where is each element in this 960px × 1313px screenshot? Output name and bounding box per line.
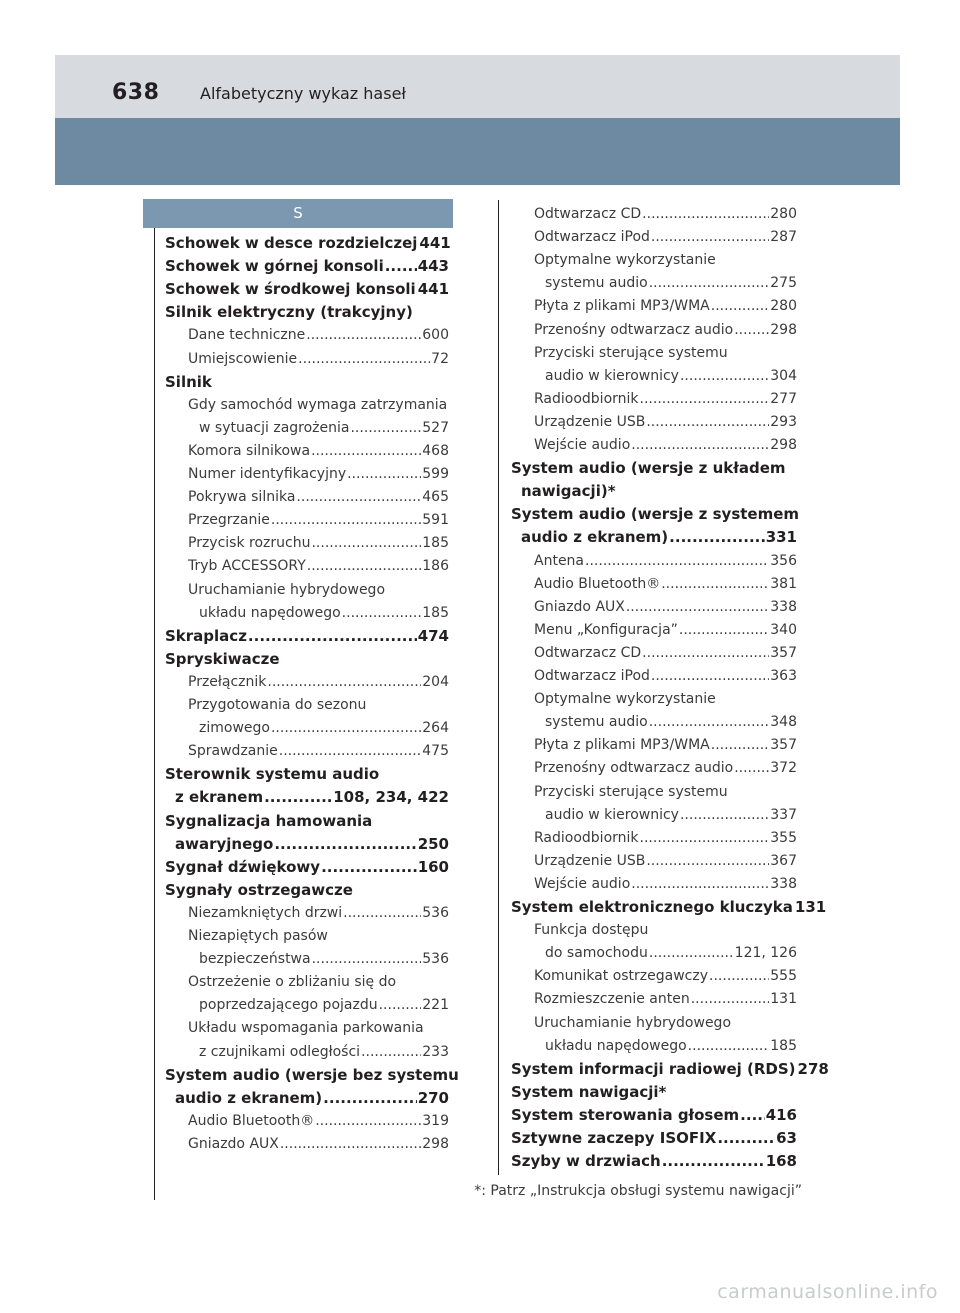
index-entry xyxy=(165,1087,449,1110)
index-entry-label: Układu wspomagania parkowania xyxy=(188,1020,424,1037)
index-entry-page: 185 xyxy=(422,535,449,552)
index-entry xyxy=(165,625,449,648)
index-entry-page: 337 xyxy=(770,806,797,823)
index-entry-label: Skraplacz xyxy=(165,626,247,645)
index-entry xyxy=(511,919,797,942)
index-entry xyxy=(511,365,797,388)
index-entry xyxy=(165,532,449,555)
dot-leader xyxy=(711,295,770,318)
index-entry xyxy=(511,272,797,295)
dot-leader xyxy=(311,440,421,463)
index-entry-page: 338 xyxy=(770,598,797,615)
index-entry-label: System audio (wersje z systemem xyxy=(511,505,800,524)
index-entry-label: Płyta z plikami MP3/WMA xyxy=(534,737,710,754)
index-entry xyxy=(511,526,797,549)
dot-leader xyxy=(734,319,769,342)
index-entry-page: 357 xyxy=(770,644,797,661)
index-entry-page: 600 xyxy=(422,327,449,344)
index-entry-label: Spryskiwacze xyxy=(165,649,280,668)
index-entry xyxy=(511,480,797,503)
index-entry-page: 131 xyxy=(794,898,827,916)
index-entry-page: 221 xyxy=(422,997,449,1014)
index-entry xyxy=(165,301,449,324)
dot-leader xyxy=(267,671,421,694)
index-entry xyxy=(165,810,449,833)
index-entry-page: 591 xyxy=(422,512,449,529)
index-entry-label: Komunikat ostrzegawczy xyxy=(534,968,709,985)
dot-leader xyxy=(361,1041,421,1064)
index-entry-label: Odtwarzacz iPod xyxy=(534,229,650,246)
index-entry-label: Rozmieszczenie anten xyxy=(534,991,690,1008)
index-entry-label: układu napędowego xyxy=(545,1037,687,1054)
index-entry xyxy=(511,295,797,318)
index-entry-label: Sprawdzanie xyxy=(188,743,278,760)
index-entry-page: 319 xyxy=(422,1112,449,1129)
dot-leader xyxy=(298,348,430,371)
index-entry-page: 348 xyxy=(770,714,797,731)
index-entry-label: Przycisk rozruchu xyxy=(188,535,311,552)
index-entry-label: Komora silnikowa xyxy=(188,442,311,459)
index-entry-label: Ostrzeżenie o zbliżaniu się do xyxy=(188,974,397,991)
index-entry xyxy=(165,856,449,879)
index-entry xyxy=(511,596,797,619)
index-entry-label: Niezapiętych pasów xyxy=(188,928,328,944)
index-entry-page: 298 xyxy=(770,437,797,453)
index-entry xyxy=(165,463,449,486)
index-entry-label: Schowek w środkowej konsoli xyxy=(165,280,416,299)
index-entry xyxy=(165,879,449,902)
index-entry xyxy=(511,1104,797,1127)
section-letter-bar: S xyxy=(143,199,453,228)
index-entry-label: Funkcja dostępu xyxy=(534,922,649,939)
index-entry xyxy=(165,902,449,925)
index-entry-page: 340 xyxy=(770,621,797,638)
dot-leader xyxy=(274,833,416,856)
dot-leader xyxy=(709,965,769,988)
index-entry-label: audio w kierownicy xyxy=(545,806,679,823)
index-entry-label: systemu audio xyxy=(545,275,648,292)
index-entry-label: Wejście audio xyxy=(534,875,631,892)
index-entry-page: 131 xyxy=(770,991,797,1008)
index-entry-page: 441 xyxy=(419,234,451,252)
dot-leader xyxy=(649,272,770,295)
index-entry-label: Przenośny odtwarzacz audio xyxy=(534,760,734,777)
index-entry-label: System audio (wersje bez systemu xyxy=(165,1065,459,1084)
index-entry-label: System elektronicznego kluczyka xyxy=(511,898,793,916)
index-entry xyxy=(165,486,449,509)
dot-leader xyxy=(347,463,421,486)
index-entry xyxy=(511,388,797,411)
index-entry xyxy=(165,440,449,463)
index-entry xyxy=(511,550,797,573)
index-entry-page: 108, 234, 422 xyxy=(333,788,449,807)
index-entry xyxy=(511,757,797,780)
index-entry-label: Radioodbiornik xyxy=(534,390,639,407)
index-entry xyxy=(511,711,797,734)
index-entry xyxy=(511,249,797,272)
index-entry xyxy=(165,1041,449,1064)
dot-leader xyxy=(307,555,421,578)
index-entry xyxy=(165,1064,459,1087)
dot-leader xyxy=(585,550,769,573)
dot-leader xyxy=(646,850,769,873)
index-entry-label: Pokrywa silnika xyxy=(188,489,296,506)
page-number: 638 xyxy=(112,80,160,105)
index-entry xyxy=(165,925,449,948)
index-entry xyxy=(165,1017,449,1040)
index-entry xyxy=(511,873,797,896)
dot-leader xyxy=(342,602,422,625)
dot-leader xyxy=(279,740,422,763)
dot-leader xyxy=(626,596,769,619)
index-entry-label: Sztywne zaczepy ISOFIX xyxy=(511,1129,717,1147)
index-entry-label: Sygnał dźwiękowy xyxy=(165,857,321,876)
index-entry xyxy=(511,1058,829,1081)
index-entry-label: Urządzenie USB xyxy=(534,852,646,869)
index-entry xyxy=(165,348,449,371)
index-entry-label: Audio Bluetooth® xyxy=(534,575,661,592)
index-entry xyxy=(165,255,449,278)
index-entry-page: 536 xyxy=(422,904,449,921)
index-entry-label: Radioodbiornik xyxy=(534,829,639,846)
index-entry xyxy=(511,734,797,757)
index-entry-page: 536 xyxy=(422,951,449,968)
dot-leader xyxy=(711,734,770,757)
index-entry-page: 357 xyxy=(770,737,797,754)
index-entry xyxy=(165,1110,449,1133)
index-entry xyxy=(511,1035,797,1058)
index-entry-label: Przygotowania do sezonu xyxy=(188,697,367,713)
index-entry-page: 527 xyxy=(422,419,449,436)
index-entry-label: z czujnikami odległości xyxy=(199,1043,361,1060)
header-band xyxy=(55,55,900,118)
index-entry-page: 474 xyxy=(417,626,449,645)
index-entry-page: 63 xyxy=(776,1129,797,1147)
index-entry xyxy=(165,994,449,1017)
index-entry xyxy=(165,694,449,717)
index-entry-label: zimowego xyxy=(199,720,270,737)
index-entry-page: 264 xyxy=(422,720,449,737)
index-entry xyxy=(511,503,800,526)
dot-leader xyxy=(306,324,421,347)
index-entry xyxy=(165,948,449,971)
index-entry-page: 475 xyxy=(422,743,449,760)
index-entry-page: 250 xyxy=(417,834,449,853)
index-entry-page: 278 xyxy=(797,1059,829,1078)
index-entry-label: audio w kierownicy xyxy=(545,367,679,384)
index-entry-page: 72 xyxy=(431,350,449,367)
index-entry-label: Audio Bluetooth® xyxy=(188,1112,315,1129)
index-entry xyxy=(511,688,797,711)
index-entry xyxy=(165,648,449,671)
dot-leader xyxy=(642,203,769,226)
index-entry xyxy=(165,740,449,763)
index-entry-page: 204 xyxy=(422,673,449,690)
index-entry-page: 416 xyxy=(765,1105,797,1124)
dot-leader xyxy=(280,1133,421,1156)
index-entry xyxy=(165,232,449,255)
index-entry-label: Silnik xyxy=(165,372,212,391)
index-entry-label: Przenośny odtwarzacz audio xyxy=(534,321,734,338)
dot-leader xyxy=(379,994,422,1017)
index-entry-label: Numer identyfikacyjny xyxy=(188,466,347,482)
dot-leader xyxy=(248,625,417,648)
index-entry-page: 367 xyxy=(770,852,797,869)
index-entry xyxy=(511,434,797,457)
index-entry-page: 280 xyxy=(770,298,797,315)
dot-leader xyxy=(642,642,769,665)
index-entry-label: Schowek w desce rozdzielczej xyxy=(165,234,418,252)
index-entry-page: 468 xyxy=(422,442,449,459)
index-entry-page: 298 xyxy=(770,321,797,338)
dot-leader xyxy=(680,365,769,388)
index-entry-label: Optymalne wykorzystanie xyxy=(534,691,716,708)
dot-leader xyxy=(688,1035,770,1058)
index-entry xyxy=(511,965,797,988)
index-entry-label: Urządzenie USB xyxy=(534,413,646,430)
index-entry-label: audio z ekranem) xyxy=(521,528,669,547)
index-entry xyxy=(165,833,449,856)
index-entry-label: audio z ekranem) xyxy=(175,1088,323,1107)
index-entry-label: Gniazdo AUX xyxy=(188,1135,279,1152)
dot-leader xyxy=(717,1127,775,1150)
index-entry-page: 275 xyxy=(770,275,797,292)
footnote: *: Patrz „Instrukcja obsługi systemu nawigacji” xyxy=(474,1183,802,1199)
index-entry-page: 441 xyxy=(417,280,450,299)
index-entry-label: System audio (wersje z układem xyxy=(511,459,786,478)
dot-leader xyxy=(296,486,421,509)
index-entry xyxy=(165,971,449,994)
index-entry xyxy=(165,509,449,532)
dot-leader xyxy=(662,1150,765,1173)
index-entry-label: Gdy samochód wymaga zatrzymania xyxy=(188,396,448,413)
index-entry-label: w sytuacji zagrożenia xyxy=(199,419,350,436)
index-entry-label: Optymalne wykorzystanie xyxy=(534,252,716,269)
index-entry-page: 280 xyxy=(770,206,797,222)
index-entry-label: Odtwarzacz CD xyxy=(534,206,642,222)
dot-leader xyxy=(385,255,417,278)
index-entry-page: 121, 126 xyxy=(734,945,797,962)
dot-leader xyxy=(323,1087,417,1110)
dot-leader xyxy=(640,388,770,411)
dot-leader xyxy=(679,619,769,642)
index-entry-label: Tryb ACCESSORY xyxy=(188,558,306,575)
dot-leader xyxy=(315,1110,421,1133)
index-entry-label: nawigacji)* xyxy=(521,482,616,501)
index-entry-label: Przegrzanie xyxy=(188,512,270,529)
index-entry xyxy=(511,203,797,226)
index-entry xyxy=(165,555,449,578)
index-entry-label: Płyta z plikami MP3/WMA xyxy=(534,298,710,315)
index-entry-label: Sygnały ostrzegawcze xyxy=(165,880,353,899)
index-entry xyxy=(511,804,797,827)
index-entry-label: Przyciski sterujące systemu xyxy=(534,344,728,361)
index-entry xyxy=(511,1127,797,1150)
index-entry-page: 160 xyxy=(417,857,449,876)
index-entry-label: System sterowania głosem xyxy=(511,1105,740,1124)
index-entry-page: 355 xyxy=(770,829,797,846)
index-entry-label: Uruchamianie hybrydowego xyxy=(534,1014,732,1031)
index-entry xyxy=(511,781,797,804)
index-entry xyxy=(165,602,449,625)
index-entry xyxy=(511,226,797,249)
index-entry xyxy=(511,319,797,342)
index-entry-label: Niezamkniętych drzwi xyxy=(188,904,343,921)
index-entry-label: Gniazdo AUX xyxy=(534,598,625,615)
dot-leader xyxy=(640,827,770,850)
dot-leader xyxy=(691,988,770,1011)
index-entry-label: Silnik elektryczny (trakcyjny) xyxy=(165,303,413,322)
index-entry xyxy=(511,1150,797,1173)
index-entry-label: Przyciski sterujące systemu xyxy=(534,783,728,800)
dot-leader xyxy=(649,711,770,734)
index-entry-page: 185 xyxy=(770,1037,797,1054)
dot-leader xyxy=(343,902,421,925)
index-entry-label: Uruchamianie hybrydowego xyxy=(188,581,386,598)
dot-leader xyxy=(631,873,769,896)
index-entry-page: 338 xyxy=(770,875,797,892)
dot-leader xyxy=(271,717,421,740)
index-entry-page: 381 xyxy=(770,575,797,592)
index-entry-page: 287 xyxy=(770,229,797,246)
index-entry-label: poprzedzającego pojazdu xyxy=(199,997,378,1014)
index-entry-label: Przełącznik xyxy=(188,673,267,690)
index-entry-page: 555 xyxy=(770,968,797,985)
dot-leader xyxy=(680,804,769,827)
dot-leader xyxy=(661,573,769,596)
index-entry xyxy=(511,1012,797,1035)
dot-leader xyxy=(631,434,769,457)
index-entry-label: Dane techniczne xyxy=(188,327,306,344)
dot-leader xyxy=(271,509,421,532)
index-entry xyxy=(165,324,449,347)
index-entry-page: 356 xyxy=(770,552,797,569)
index-entry-page: 293 xyxy=(770,413,797,430)
index-entry xyxy=(165,763,449,786)
dot-leader xyxy=(321,856,417,879)
dot-leader xyxy=(734,757,769,780)
index-entry xyxy=(165,786,449,809)
index-entry-label: Antena xyxy=(534,552,585,569)
index-entry xyxy=(511,1081,797,1104)
index-entry-page: 465 xyxy=(422,489,449,506)
index-entry-label: System nawigacji* xyxy=(511,1082,667,1101)
index-entry-label: układu napędowego xyxy=(199,604,341,621)
dot-leader xyxy=(649,942,734,965)
index-entry-page: 233 xyxy=(422,1043,449,1060)
index-entry xyxy=(165,579,449,602)
index-entry-page: 298 xyxy=(422,1135,449,1152)
index-entry xyxy=(511,619,797,642)
index-entry-page: 185 xyxy=(422,604,449,621)
index-entry xyxy=(511,942,797,965)
index-entry xyxy=(511,457,797,480)
page-title: Alfabetyczny wykaz haseł xyxy=(200,84,406,103)
index-entry xyxy=(165,394,449,417)
index-entry-label: z ekranem xyxy=(175,788,264,807)
index-entry xyxy=(165,417,449,440)
dot-leader xyxy=(312,948,422,971)
index-entry-page: 331 xyxy=(765,528,797,547)
index-entry-label: Sygnalizacja hamowania xyxy=(165,811,373,830)
index-entry xyxy=(511,642,797,665)
dot-leader xyxy=(646,411,769,434)
index-entry xyxy=(165,278,449,301)
index-entry-page: 270 xyxy=(417,1088,449,1107)
index-entry xyxy=(511,573,797,596)
index-entry-page: 372 xyxy=(770,760,797,777)
index-entry xyxy=(511,850,797,873)
watermark: carmanualsonline.info xyxy=(717,1281,938,1303)
index-entry xyxy=(165,671,449,694)
index-entry-page: 186 xyxy=(422,558,449,575)
index-entry-page: 277 xyxy=(770,390,797,407)
index-entry-label: systemu audio xyxy=(545,714,648,731)
index-entry-page: 168 xyxy=(765,1152,797,1171)
index-entry-page: 363 xyxy=(770,668,797,684)
dot-leader xyxy=(350,417,421,440)
index-entry-label: Umiejscowienie xyxy=(188,350,298,367)
right-column-rule xyxy=(498,200,499,1175)
index-entry-label: Szyby w drzwiach xyxy=(511,1152,661,1171)
index-entry-label: do samochodu xyxy=(545,945,648,962)
index-entry xyxy=(165,1133,449,1156)
index-entry xyxy=(165,717,449,740)
index-entry-label: Wejście audio xyxy=(534,437,631,453)
index-entry-label: bezpieczeństwa xyxy=(199,951,311,968)
index-entry-page: 443 xyxy=(417,257,449,276)
index-entry xyxy=(165,371,449,394)
index-entry-label: Schowek w górnej konsoli xyxy=(165,257,384,276)
index-entry xyxy=(511,896,827,919)
index-entry xyxy=(511,342,797,365)
index-entry xyxy=(511,988,797,1011)
index-entry xyxy=(511,827,797,850)
index-entry-label: awaryjnego xyxy=(175,834,274,853)
index-entry-label: Odtwarzacz iPod xyxy=(534,668,650,684)
index-entry-label: Menu „Konfiguracja” xyxy=(534,621,678,638)
index-entry-label: Sterownik systemu audio xyxy=(165,765,380,784)
dot-leader xyxy=(669,526,765,549)
dot-leader xyxy=(651,226,769,249)
index-entry-label: System informacji radiowej (RDS) xyxy=(511,1059,796,1078)
index-entry-page: 304 xyxy=(770,367,797,384)
index-entry-label: Odtwarzacz CD xyxy=(534,644,642,661)
header-blue-band xyxy=(55,118,900,185)
dot-leader xyxy=(651,665,769,688)
index-entry xyxy=(511,665,797,688)
dot-leader xyxy=(740,1104,765,1127)
dot-leader xyxy=(311,532,421,555)
dot-leader xyxy=(264,786,332,809)
left-column-rule xyxy=(154,228,155,1200)
index-entry xyxy=(511,411,797,434)
index-entry-page: 599 xyxy=(422,466,449,482)
